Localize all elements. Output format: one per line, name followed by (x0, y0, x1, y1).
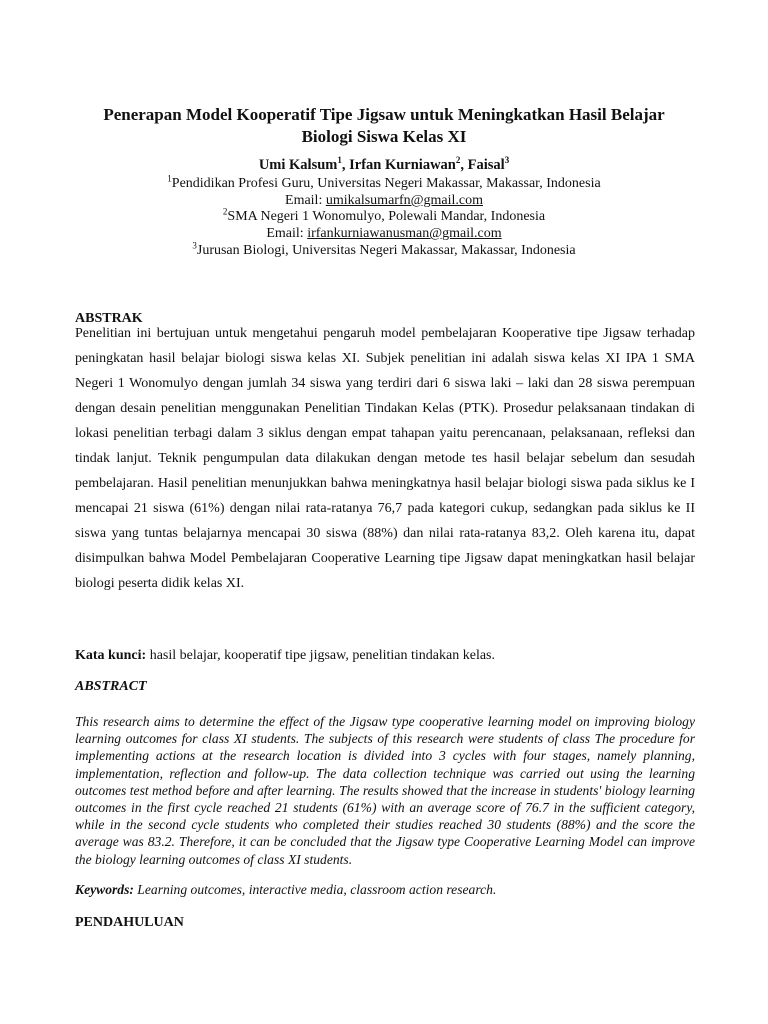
kata-kunci-text: hasil belajar, kooperatif tipe jigsaw, penelitian tindakan kelas. (146, 648, 495, 663)
affil-mark: 2 (222, 206, 228, 217)
keywords (75, 881, 695, 898)
affil-mark: 3 (192, 240, 197, 251)
affil-mark: 1 (167, 173, 172, 184)
email-label: Email: (266, 226, 308, 241)
author-name: Faisal (467, 157, 505, 173)
kata-kunci-label: Kata kunci: (75, 648, 147, 663)
affil-text: SMA Negeri 1 Wonomulyo, Polewali Mandar, Indonesia (227, 209, 546, 224)
author-name: Umi Kalsum (258, 157, 338, 173)
email-link[interactable]: irfankurniawanusman@gmail.com (307, 226, 502, 241)
email-label: Email: (285, 193, 326, 208)
affiliation-1-email (60, 193, 708, 209)
keywords-text: Learning outcomes, interactive media, classroom action research. (133, 882, 497, 897)
keywords-label: Keywords: (75, 882, 134, 897)
affil-text: Jurusan Biologi, Universitas Negeri Makassar, Makassar, Indonesia (196, 243, 576, 258)
abstract-heading: ABSTRACT (75, 679, 147, 694)
affil-text: Pendidikan Profesi Guru, Universitas Negeri Makassar, Makassar, Indonesia (171, 176, 601, 191)
email-link[interactable]: umikalsumarfn@gmail.com (325, 193, 483, 208)
author-affil-mark: 3 (504, 155, 510, 166)
affiliation-2 (60, 206, 708, 225)
abstrak-heading: ABSTRAK (75, 311, 143, 326)
pendahuluan-heading: PENDAHULUAN (75, 915, 184, 930)
affiliation-2-email (60, 226, 708, 242)
affiliation-3 (60, 240, 708, 259)
paper-title (60, 104, 708, 148)
kata-kunci (75, 647, 695, 665)
author-name: Irfan Kurniawan (349, 157, 456, 173)
author-list: Umi Kalsum$^1$, Irfan Kurniawan$^2$, Faisal$^3$ (258, 155, 510, 173)
abstract-body: This research aims to determine the effect of the Jigsaw type cooperative learning model on improving biology learning outcomes for class XI students. The subjects of this research were students of class The procedure for implementing actions at the research location is divided into 3 cycles with four stages, namely planning, implementation, reflection and follow-up. The data collection technique was carried out using the learning outcomes test method before and after learning. The results showed that the increase in students' biology learning outcomes in the first cycle reached 21 students (61%) with an average score of 76.7 in the sufficient category, while in the second cycle students who completed their studies reached 30 students (88%) and the score the average was 83.2. Therefore, it can be concluded that the Jigsaw type Cooperative Learning Model can improve the biology learning outcomes of class XI students. (75, 714, 695, 867)
author-affil-mark: 1 (337, 155, 342, 166)
author-affil-mark: 2 (455, 155, 461, 166)
abstrak-body: Penelitian ini bertujuan untuk mengetahui pengaruh model pembelajaran Kooperative tipe Jigsaw terhadap peningkatan hasil belajar biologi siswa kelas XI. Subjek penelitian ini adalah siswa kelas XI IPA 1 SMA Negeri 1 Wonomulyo dengan jumlah 34 siswa yang terdiri dari 6 siswa laki – laki dan 28 siswa perempuan dengan desain penelitian menggunakan Penelitian Tindakan Kelas (PTK). Prosedur pelaksanaan tindakan di lokasi penelitian terbagi dalam 3 siklus dengan empat tahapan yaitu perencanaan, pelaksanaan, refleksi dan tindak lanjut. Teknik pengumpulan data dilakukan dengan metode tes hasil belajar sebelum dan sesudah pembelajaran. Hasil penelitian menunjukkan bahwa meningkatnya hasil belajar biologi siswa pada siklus ke I mencapai 21 siswa (61%) dengan nilai rata-ratanya 76,7 pada kategori cukup, sedangkan pada siklus ke II siswa yang tuntas belajarnya mencapai 30 siswa (88%) dan nilai rata-ratanya 83,2. Oleh karena itu, dapat disimpulkan bahwa Model Pembelajaran Cooperative Learning tipe Jigsaw dapat meningkatkan hasil belajar biologi peserta didik kelas XI. (75, 326, 695, 591)
affiliation-1 (60, 173, 708, 192)
paper-title-line-1: Penerapan Model Kooperatif Tipe Jigsaw untuk Meningkatkan Hasil Belajar (103, 105, 665, 124)
paper-title-line-2: Biologi Siswa Kelas XI (301, 127, 467, 146)
